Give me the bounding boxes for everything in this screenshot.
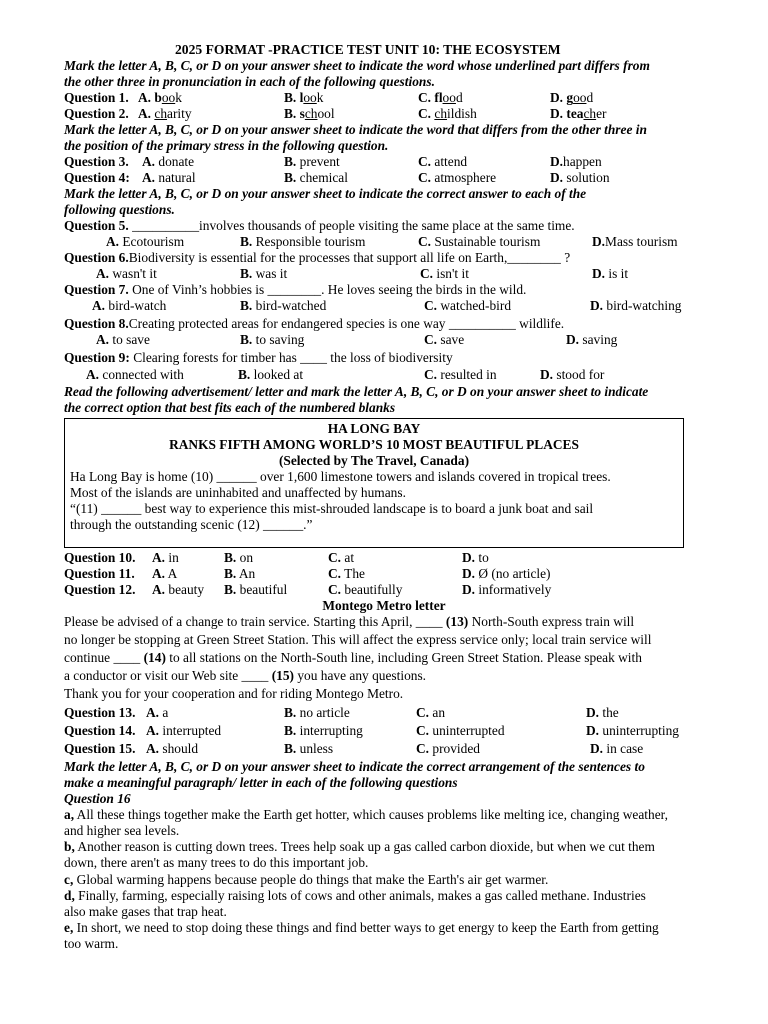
passage-line-3: “(11) ______ best way to experience this mist-shrouded landscape is to board a junk boat and sail — [70, 501, 594, 516]
sentence-c-line-1: c, Global warming happens because people do things that make the Earth's air get warmer. — [64, 872, 549, 887]
option-a: A. interrupted — [146, 723, 222, 738]
option-c: C. childish — [418, 106, 477, 121]
question-label: Question 10. — [64, 550, 136, 565]
passage-line-2: Most of the islands are uninhabited and unaffected by humans. — [70, 485, 406, 500]
sentence-b-line-2: down, there aren't as many trees to do this important job. — [64, 855, 369, 870]
option-b: B. was it — [240, 266, 288, 281]
sentence-a-line-1: a, All these things together make the Earth get hotter, which causes problems like melting ice, changing weather, — [64, 807, 668, 822]
question-label: Question 13. — [64, 705, 136, 720]
option-c: C. at — [328, 550, 355, 565]
option-b: B. look — [284, 90, 324, 105]
option-b: B. unless — [284, 741, 334, 756]
question-label: Question 14. — [64, 723, 136, 738]
sentence-d-line-1: d, Finally, farming, especially raising lots of cows and other animals, makes a gas called methane. Industries — [64, 888, 646, 903]
option-d: D. bird-watching — [590, 298, 682, 313]
option-a: A. charity — [138, 106, 192, 121]
question-label: Question 3. — [64, 154, 129, 169]
option-a: A. book — [138, 90, 182, 105]
question-7-stem: Question 7. One of Vinh’s hobbies is ________. He loves seeing the birds in the wild. — [64, 282, 527, 297]
option-d: D. the — [586, 705, 619, 720]
option-c: C. resulted in — [424, 367, 497, 382]
passage-heading-3: (Selected by The Travel, Canada) — [278, 453, 470, 468]
letter-line-4: a conductor or visit our Web site ____ (15) you have any questions. — [64, 668, 427, 683]
sentence-e-line-2: too warm. — [64, 936, 119, 951]
option-a: A. a — [146, 705, 169, 720]
passage-heading-2: RANKS FIFTH AMONG WORLD’S 10 MOST BEAUTIFUL PLACES — [169, 437, 579, 452]
option-c: C. uninterrupted — [416, 723, 505, 738]
option-c: C. beautifully — [328, 582, 403, 597]
option-c: C. provided — [416, 741, 480, 756]
section-4-instruction-line-1: Read the following advertisement/ letter and mark the letter A, B, C, or D on your answer sheet to indicate — [64, 384, 649, 399]
letter-line-2: no longer be stopping at Green Street Station. This will affect the express service only; local train service will — [64, 632, 652, 647]
option-a: A. to save — [96, 332, 150, 347]
letter-line-5: Thank you for your cooperation and for riding Montego Metro. — [64, 686, 404, 701]
option-a: A. beauty — [152, 582, 205, 597]
option-d: D. Ø (no article) — [462, 566, 551, 581]
sentence-d-line-2: also make gases that trap heat. — [64, 904, 227, 919]
passage-heading-1: HA LONG BAY — [327, 421, 421, 436]
sentence-e-line-1: e, In short, we need to stop doing these things and find better ways to get energy to keep the Earth from getting — [64, 920, 659, 935]
question-8-stem: Question 8.Creating protected areas for endangered species is one way __________ wildlife. — [64, 316, 565, 331]
section-3-instruction-line-1: Mark the letter A, B, C, or D on your answer sheet to indicate the correct answer to each of the — [64, 186, 587, 201]
option-c: C. Sustainable tourism — [418, 234, 541, 249]
option-d: D. good — [550, 90, 594, 105]
section-4-instruction-line-2: the correct option that best fits each of the numbered blanks — [64, 400, 396, 415]
section-1-instruction-line-2: the other three in pronunciation in each of the following questions. — [64, 74, 435, 89]
question-label: Question 2. — [64, 106, 129, 121]
option-a: A. donate — [142, 154, 195, 169]
letter-heading: Montego Metro letter — [322, 598, 446, 613]
passage-line-4: through the outstanding scenic (12) ______.” — [70, 517, 313, 532]
section-2-instruction-line-1: Mark the letter A, B, C, or D on your answer sheet to indicate the word that differs from the other three in — [64, 122, 647, 137]
question-label: Question 4: — [64, 170, 130, 185]
section-2-instruction-line-2: the position of the primary stress in the following question. — [64, 138, 389, 153]
option-c: C. save — [424, 332, 465, 347]
option-c: C. atmosphere — [418, 170, 497, 185]
question-label: Question 1. — [64, 90, 129, 105]
option-d: D. is it — [592, 266, 629, 281]
option-a: A. bird-watch — [92, 298, 167, 313]
section-3-instruction-line-2: following questions. — [64, 202, 175, 217]
section-1-instruction-line-1: Mark the letter A, B, C, or D on your answer sheet to indicate the word whose underlined part differs from — [64, 58, 650, 73]
option-b: B. looked at — [238, 367, 304, 382]
option-d: D. informatively — [462, 582, 552, 597]
option-b: B. on — [224, 550, 254, 565]
option-b: B. Responsible tourism — [240, 234, 366, 249]
option-a: A. connected with — [86, 367, 184, 382]
option-d: D. to — [462, 550, 489, 565]
option-a: A. wasn't it — [96, 266, 157, 281]
option-b: B. no article — [284, 705, 350, 720]
option-b: B. to saving — [240, 332, 305, 347]
option-c: C. flood — [418, 90, 463, 105]
option-c: C. isn't it — [420, 266, 469, 281]
question-label: Question 12. — [64, 582, 136, 597]
option-d: D. saving — [566, 332, 618, 347]
question-label: Question 11. — [64, 566, 135, 581]
passage-box — [64, 418, 684, 548]
option-c: C. an — [416, 705, 446, 720]
passage-line-1: Ha Long Bay is home (10) ______ over 1,600 limestone towers and islands covered in tropical trees. — [70, 469, 611, 484]
option-c: C. watched-bird — [424, 298, 512, 313]
option-b: B. beautiful — [224, 582, 288, 597]
option-d: D. stood for — [540, 367, 605, 382]
letter-line-3: continue ____ (14) to all stations on the North-South line, including Green Street Station. Please speak with — [64, 650, 642, 665]
question-6-stem: Question 6.Biodiversity is essential for the processes that support all life on Earth,________ ? — [64, 250, 571, 265]
option-b: B. prevent — [284, 154, 340, 169]
section-5-instruction-line-2: make a meaningful paragraph/ letter in each of the following questions — [64, 775, 458, 790]
option-a: A. Ecotourism — [106, 234, 185, 249]
option-a: A. natural — [142, 170, 196, 185]
option-c: C. The — [328, 566, 365, 581]
option-d: D.Mass tourism — [592, 234, 678, 249]
option-b: B. bird-watched — [240, 298, 327, 313]
letter-line-1: Please be advised of a change to train service. Starting this April, ____ (13) North-South express train will — [64, 614, 635, 629]
question-9-stem: Question 9: Clearing forests for timber has ____ the loss of biodiversity — [64, 350, 453, 365]
option-b: B. interrupting — [284, 723, 363, 738]
sentence-a-line-2: and higher sea levels. — [64, 823, 180, 838]
option-d: D. uninterrupting — [586, 723, 679, 738]
page-title: 2025 FORMAT -PRACTICE TEST UNIT 10: THE ECOSYSTEM — [175, 42, 561, 57]
option-d: D. in case — [590, 741, 644, 756]
option-a: A. A — [152, 566, 178, 581]
section-5-instruction-line-1: Mark the letter A, B, C, or D on your answer sheet to indicate the correct arrangement of the sentences to — [64, 759, 645, 774]
question-16-label: Question 16 — [64, 791, 131, 806]
question-5-stem: Question 5. __________involves thousands of people visiting the same place at the same time. — [64, 218, 575, 233]
option-c: C. attend — [418, 154, 468, 169]
option-b: B. An — [224, 566, 256, 581]
option-d: D.happen — [550, 154, 602, 169]
option-d: D. teacher — [550, 106, 607, 121]
sentence-b-line-1: b, Another reason is cutting down trees. Trees help soak up a gas called carbon dioxide, but when we cut them — [64, 839, 655, 854]
option-a: A. should — [146, 741, 199, 756]
question-label: Question 15. — [64, 741, 136, 756]
option-b: B. school — [284, 106, 335, 121]
option-b: B. chemical — [284, 170, 348, 185]
option-d: D. solution — [550, 170, 610, 185]
option-a: A. in — [152, 550, 179, 565]
